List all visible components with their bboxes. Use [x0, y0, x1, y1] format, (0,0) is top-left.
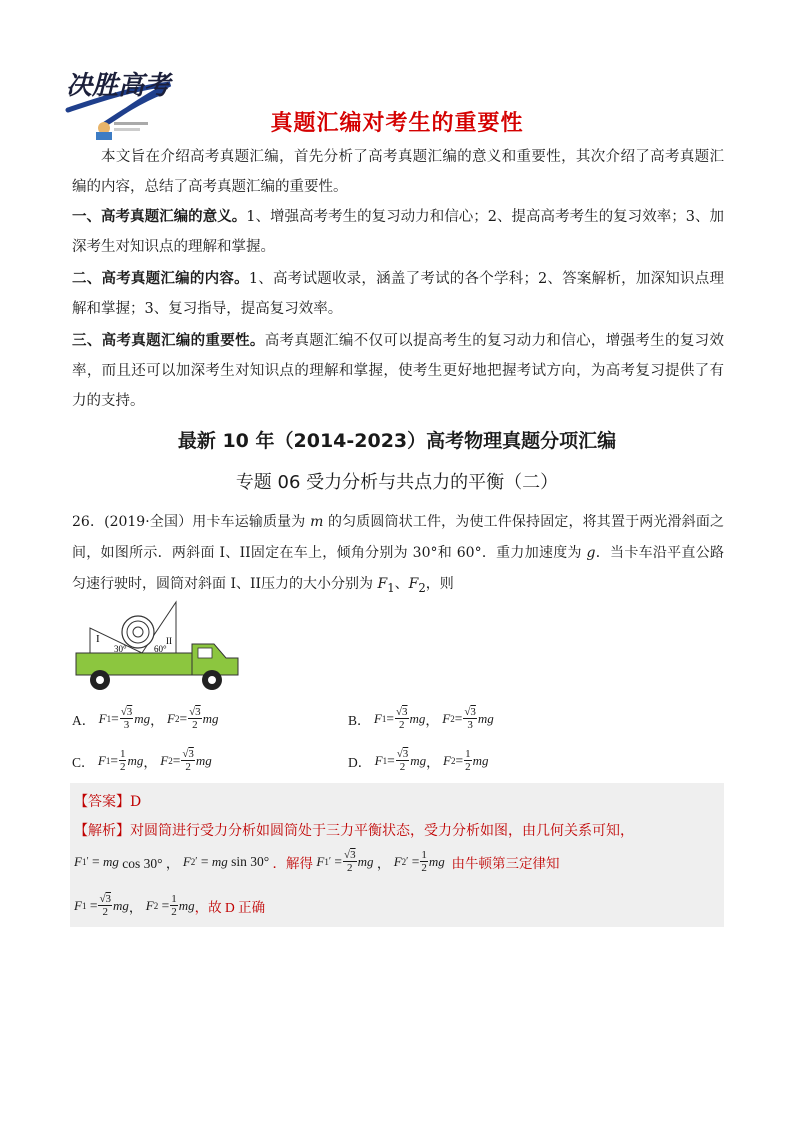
answer-tag: 【答案】 [74, 794, 130, 810]
option-b[interactable]: B． F 1 = $\frac{√3}{2}$ mg ， F 2 = $\frac{√3}{3}$ mg [348, 706, 494, 731]
answer-value: D [130, 794, 142, 810]
section-importance-heading: 三、高考真题汇编的重要性。 [72, 332, 265, 349]
analysis-conclusion: ，故 D 正确 [194, 899, 266, 915]
label-incline-1: I [96, 633, 100, 645]
section-importance-text: 高考真题汇编不仅可以提高考生的复习动力和信心，增强考生的复习效率，而且还可以加深考生对知识点的理解和掌握，使考生更好地把握考试方向，为高考复习提供了有力的支持。 [72, 333, 724, 409]
option-c-label: C． [72, 754, 95, 770]
section-content-text: 1、高考试题收录，涵盖了考试的各个学科；2、答案解析，加深知识点理解和掌握；3、复习指导，提高复习效率。 [72, 271, 725, 317]
var-g: g [586, 545, 596, 561]
section-meaning-text: 1、增强高考考生的复习动力和信心；2、提高高考考生的复习效率；3、加深考生对知识点的理解和掌握。 [72, 209, 724, 255]
option-a[interactable]: A． F 1 = $\frac{√3}{3}$ mg ， F 2 = $\frac{√3}{2}$ mg [72, 706, 219, 731]
analysis-result: F 1 = $\frac{√3}{2}$ mg ， F 2 = $\frac{1}{2}$ mg ，故 D 正确 [74, 893, 266, 918]
analysis-equations: F 1 ′ = mg cos 30° ， F 2 ′ = mg sin 30° ．解得 F 1 ′ = $\frac{√3}{2}$ mg ， F 2 ′ = $\frac{1}{2}$ mg 由牛顿第三定律知 [74, 849, 560, 874]
question-end: ，则 [425, 576, 454, 592]
question-prefix: 26．(2019·全国）用卡车运输质量为 [72, 514, 311, 530]
label-angle-60: 60° [154, 644, 167, 654]
section-meaning-heading: 一、高考真题汇编的意义。 [72, 208, 247, 225]
section-content-heading: 二、高考真题汇编的内容。 [72, 270, 249, 287]
section-importance [72, 326, 724, 416]
option-b-label: B． [348, 712, 371, 728]
analysis-solve: ．解得 [272, 855, 313, 871]
truck-figure [72, 600, 242, 695]
collection-title: 最新 10 年（2014-2023）高考物理真题分项汇编 [177, 430, 617, 452]
option-d-label: D． [348, 754, 372, 770]
answer-line [74, 791, 141, 811]
var-m: m [310, 514, 324, 530]
label-angle-30: 30° [114, 644, 127, 654]
analysis-line [74, 820, 634, 840]
question-mid1: 的匀质圆筒状工件，为使工件保持固定，将其置于两光滑斜面之间，如图所示．两斜面 I、II固定在车上，倾角分别为 30°和 60°．重力加速度为 [72, 514, 724, 561]
var-f1: F [377, 576, 388, 592]
topic-title: 专题 06 受力分析与共点力的平衡（二） [235, 472, 559, 493]
option-c[interactable]: C． F 1 = $\frac{1}{2}$ mg ， F 2 = $\frac{√3}{2}$ mg [72, 748, 212, 773]
question-mid2: ．当卡车沿平直公路匀速行驶时，圆筒对斜面 I、II压力的大小分别为 [72, 545, 724, 592]
option-a-label: A． [72, 712, 96, 728]
analysis-tag: 【解析】 [74, 823, 130, 839]
label-incline-2: II [166, 636, 172, 646]
var-f2: F [408, 576, 419, 592]
analysis-newton: 由牛顿第三定律知 [451, 855, 560, 871]
logo-text: 决胜高考 [66, 71, 171, 101]
question-text: 26．(2019·全国）用卡车运输质量为 m 的匀质圆筒状工件，为使工件保持固定，将其置于两光滑斜面之间，如图所示．两斜面 I、II固定在车上，倾角分别为 30°和 60°．重力加速度为 g．当卡车沿平直公路匀速行驶时，圆筒对斜面 I、II压力的大小分别为 $F_1$、$F_2$，则 [72, 514, 724, 595]
intro-paragraph: 本文旨在介绍高考真题汇编，首先分析了高考真题汇编的意义和重要性，其次介绍了高考真题汇编的内容，总结了高考真题汇编的重要性。 [72, 149, 724, 195]
page-title: 真题汇编对考生的重要性 [270, 111, 524, 136]
section-content [72, 264, 724, 324]
analysis-text: 对圆筒进行受力分析如圆筒处于三力平衡状态，受力分析如图，由几何关系可知， [130, 823, 634, 839]
section-meaning [72, 202, 724, 262]
option-d[interactable]: D． F 1 = $\frac{√3}{2}$ mg ， F 2 = $\frac{1}{2}$ mg [348, 748, 489, 773]
